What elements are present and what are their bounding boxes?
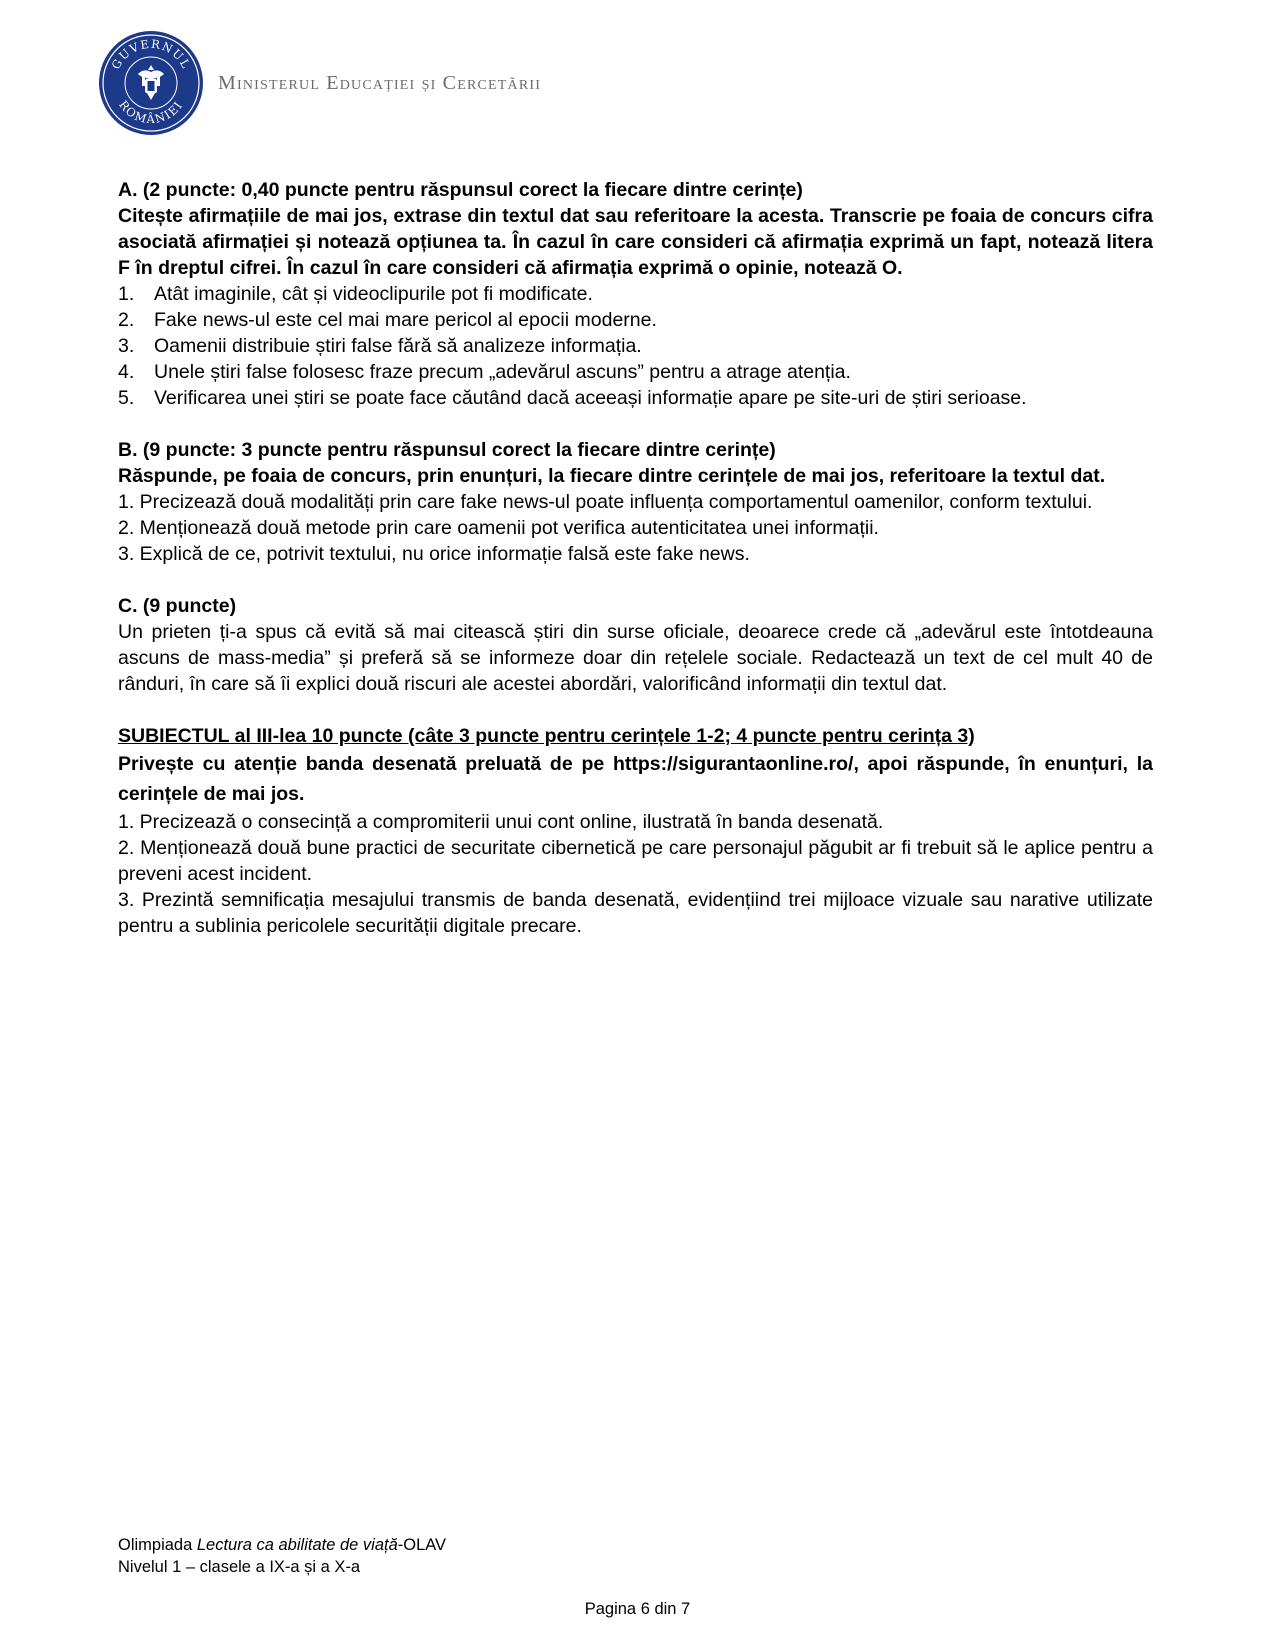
section-a-title: A. (2 puncte: 0,40 puncte pentru răspunsul corect la fiecare dintre cerințe): [118, 179, 803, 201]
list-item: 1. Precizează două modalități prin care fake news-ul poate influența comportamentul oamenilor, conform textului.: [118, 491, 1093, 513]
svg-text:GUVERNUL: GUVERNUL: [108, 36, 194, 72]
list-item: 2. Menționează două bune practici de securitate cibernetică pe care personajul păgubit ar fi trebuit să le aplice pentru a preveni acest incident.: [118, 837, 1153, 885]
list-item: [118, 281, 1153, 307]
section-c: [118, 593, 1153, 697]
footer-italic-title: Lectura ca abilitate de viață: [196, 1536, 398, 1554]
exam-content: [118, 177, 1153, 939]
list-item: 3. Explică de ce, potrivit textului, nu orice informație falsă este fake news.: [118, 543, 750, 565]
footer-suffix: -OLAV: [397, 1536, 447, 1554]
section-a: [118, 177, 1153, 411]
section-a-list: [118, 281, 1153, 411]
section-b-instructions: Răspunde, pe foaia de concurs, prin enunțuri, la fiecare dintre cerințele de mai jos, referitoare la textul dat.: [118, 465, 1106, 487]
subject-3-title: SUBIECTUL al III-lea 10 puncte (câte 3 puncte pentru cerințele 1-2; 4 puncte pentru cerința 3): [118, 725, 975, 747]
page-footer: [118, 1534, 446, 1578]
svg-text:ROMÂNIEI: ROMÂNIEI: [116, 97, 186, 127]
section-c-text: Un prieten ți-a spus că evită să mai citească știri din surse oficiale, deoarece crede că „adevărul este întotdeauna ascuns de mass-media” și preferă să se informeze doar din rețelele sociale. Redactează un text de cel mult 40 de rânduri, în care să îi explici două riscuri ale acestei abordări, valorificând informații din textul dat.: [118, 621, 1153, 695]
item-text: Fake news-ul este cel mai mare pericol al epocii moderne.: [154, 309, 657, 331]
item-number: 5.: [118, 387, 135, 409]
footer-olympiad: [118, 1534, 446, 1556]
footer-prefix: Olimpiada: [118, 1536, 197, 1554]
list-item: 1. Precizează o consecință a compromiterii unui cont online, ilustrată în banda desenată.: [118, 811, 884, 833]
item-text: Unele știri false folosesc fraze precum „adevărul ascuns” pentru a atrage atenția.: [154, 361, 851, 383]
section-a-instructions: Citește afirmațiile de mai jos, extrase din textul dat sau referitoare la acesta. Transcrie pe foaia de concurs cifra asociată afirmației și notează opțiunea ta. În cazul în care consideri că afirmația exprimă un fapt, notează litera F în dreptul cifrei. În cazul în care consideri că afirmația exprimă o opinie, notează O.: [118, 205, 1153, 279]
item-text: Atât imaginile, cât și videoclipurile pot fi modificate.: [154, 283, 593, 305]
subject-3-instructions: Privește cu atenție banda desenată preluată de pe https://sigurantaonline.ro/, apoi răspunde, în enunțuri, la cerințele de mai jos.: [118, 753, 1153, 805]
item-number: 4.: [118, 361, 135, 383]
list-item: 2. Menționează două metode prin care oamenii pot verifica autenticitatea unei informații.: [118, 517, 879, 539]
section-c-title: C. (9 puncte): [118, 595, 237, 617]
item-number: 2.: [118, 309, 135, 331]
item-number: 3.: [118, 335, 135, 357]
list-item: [118, 333, 1153, 359]
list-item: [118, 359, 1153, 385]
section-b: [118, 437, 1153, 567]
list-item: [118, 385, 1153, 411]
page-number: Pagina 6 din 7: [584, 1600, 691, 1618]
subject-3: [118, 723, 1153, 939]
ministry-name: Ministerul Educației și Cercetării: [218, 71, 542, 94]
item-text: Oamenii distribuie știri false fără să analizeze informația.: [154, 335, 642, 357]
section-b-title: B. (9 puncte: 3 puncte pentru răspunsul corect la fiecare dintre cerințe): [118, 439, 776, 461]
list-item: 3. Prezintă semnificația mesajului transmis de banda desenată, evidențiind trei mijloace vizuale sau narative utilizate pentru a sublinia pericolele securității digitale precare.: [118, 889, 1153, 937]
footer-level: Nivelul 1 – clasele a IX-a și a X-a: [118, 1558, 361, 1576]
item-number: 1.: [118, 283, 135, 305]
item-text: Verificarea unei știri se poate face căutând dacă aceeași informație apare pe site-uri de știri serioase.: [154, 387, 1027, 409]
list-item: [118, 307, 1153, 333]
page-header: [98, 30, 541, 136]
government-seal-icon: [98, 30, 204, 136]
